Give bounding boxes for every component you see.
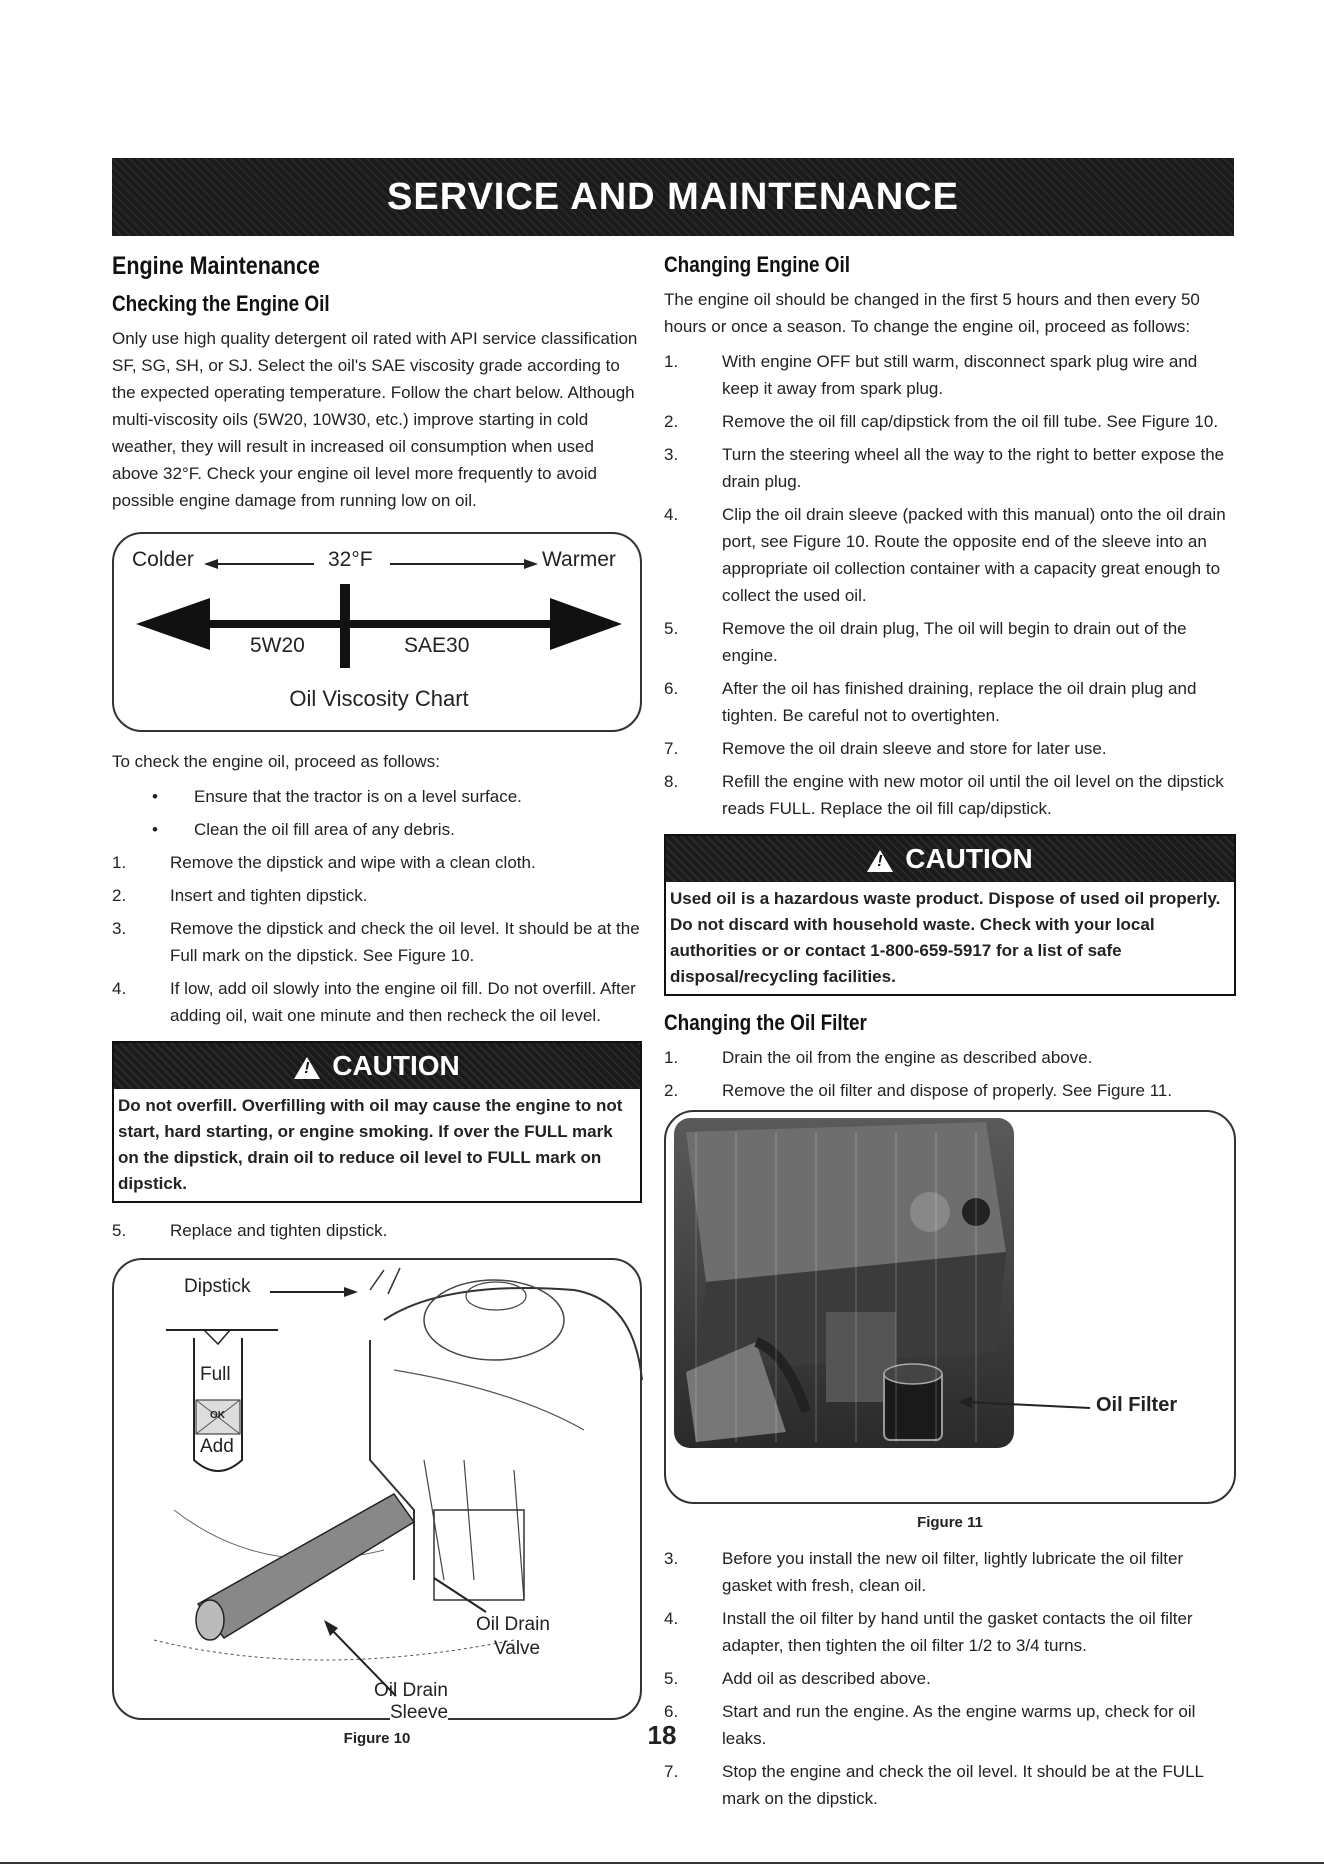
add-mark-label: Add bbox=[200, 1436, 234, 1457]
figure-10-caption: Figure 10 bbox=[343, 1730, 411, 1747]
step-item: 8. Refill the engine with new motor oil until the oil level on the dipstick reads FULL. Replace the oil fill cap/dipstick. bbox=[664, 772, 1224, 818]
filter-steps bbox=[664, 1044, 1236, 1104]
caution-text: Used oil is a hazardous waste product. Dispose of used oil properly. Do not discard with household waste. Check with your local authorities or or contact 1-800-659-5917 for a list of safe disposal/recycling facilities. bbox=[670, 889, 1221, 986]
drain-sleeve-label-1: Oil Drain bbox=[374, 1680, 448, 1701]
dipstick-label: Dipstick bbox=[184, 1276, 251, 1297]
temp-label: 32°F bbox=[328, 548, 373, 571]
step-item: 4. Install the oil filter by hand until the gasket contacts the oil filter adapter, then tighten the oil filter 1/2 to 3/4 turns. bbox=[664, 1609, 1193, 1655]
caution-header: ! CAUTION bbox=[666, 836, 1234, 882]
changing-filter-heading: Changing the Oil Filter bbox=[664, 1010, 867, 1035]
warmer-label: Warmer bbox=[542, 548, 616, 571]
warning-triangle-icon: ! bbox=[294, 1057, 320, 1079]
step-item: 5. Remove the oil drain plug, The oil will begin to drain out of the engine. bbox=[664, 619, 1187, 665]
right-column bbox=[664, 252, 1236, 1818]
overfill-caution-box bbox=[112, 1041, 642, 1203]
page-number: 18 bbox=[647, 1720, 677, 1750]
figure-10 bbox=[112, 1258, 642, 1723]
step-item: 1. Drain the oil from the engine as described above. bbox=[664, 1048, 1093, 1067]
figure-11 bbox=[664, 1110, 1236, 1504]
dipstick-drain-illustration bbox=[114, 1260, 644, 1718]
engine-maintenance-heading: Engine Maintenance bbox=[112, 252, 320, 280]
figure-11-caption: Figure 11 bbox=[917, 1514, 983, 1531]
changing-oil-heading: Changing Engine Oil bbox=[664, 252, 851, 277]
full-mark-label: Full bbox=[200, 1364, 231, 1385]
step-item: 2. Remove the oil filter and dispose of properly. See Figure 11. bbox=[664, 1081, 1173, 1100]
oil-filter-label: Oil Filter bbox=[1096, 1394, 1178, 1416]
used-oil-caution-box bbox=[664, 834, 1236, 996]
step-item: 3. Remove the dipstick and check the oil level. It should be at the Full mark on the dipstick. See Figure 10. bbox=[112, 919, 640, 965]
step-item: 5. Replace and tighten dipstick. bbox=[112, 1221, 388, 1240]
chart-title: Oil Viscosity Chart bbox=[289, 686, 469, 711]
check-oil-steps-cont bbox=[112, 1217, 642, 1244]
step-item: 4. If low, add oil slowly into the engine oil fill. Do not overfill. After adding oil, wait one minute and then recheck the oil level. bbox=[112, 979, 636, 1025]
colder-label: Colder bbox=[132, 548, 194, 571]
step-item: 7. Stop the engine and check the oil level. It should be at the FULL mark on the dipstick. bbox=[664, 1762, 1204, 1808]
grade-5w20: 5W20 bbox=[250, 634, 305, 657]
section-banner bbox=[112, 158, 1234, 236]
changing-oil-steps bbox=[664, 348, 1236, 822]
step-item: 2. Remove the oil fill cap/dipstick from the oil fill tube. See Figure 10. bbox=[664, 412, 1219, 431]
step-item: 3. Turn the steering wheel all the way to the right to better expose the drain plug. bbox=[664, 445, 1225, 491]
step-item: 4. Clip the oil drain sleeve (packed with this manual) onto the oil drain port, see Figure 10. Route the opposite end of the sleeve into an appropriate oil collection container with a capacity great enough to collect the used oil. bbox=[664, 505, 1226, 605]
step-item: 1. With engine OFF but still warm, disconnect spark plug wire and keep it away from spark plug. bbox=[664, 352, 1198, 398]
step-item: 3. Before you install the new oil filter, lightly lubricate the oil filter gasket with fresh, clean oil. bbox=[664, 1549, 1184, 1595]
caution-text: Do not overfill. Overfilling with oil may cause the engine to not start, hard starting, or engine smoking. If over the FULL mark on the dipstick, drain oil to reduce oil level to FULL mark on dipstick. bbox=[118, 1096, 623, 1193]
ok-mark-label: OK bbox=[210, 1410, 225, 1421]
grade-sae30: SAE30 bbox=[404, 634, 470, 657]
check-oil-steps bbox=[112, 849, 642, 1029]
caution-header: ! CAUTION bbox=[114, 1043, 640, 1089]
warning-triangle-icon: ! bbox=[867, 850, 893, 872]
bullet-item: • Clean the oil fill area of any debris. bbox=[152, 820, 455, 839]
oil-viscosity-chart bbox=[112, 532, 642, 732]
step-item: 5. Add oil as described above. bbox=[664, 1669, 931, 1688]
filter-steps-cont bbox=[664, 1545, 1236, 1812]
changing-oil-intro: The engine oil should be changed in the first 5 hours and then every 50 hours or once a season. To change the engine oil, proceed as follows: bbox=[664, 290, 1200, 336]
step-item: 6. After the oil has finished draining, replace the oil drain plug and tighten. Be careful not to overtighten. bbox=[664, 679, 1197, 725]
left-column bbox=[112, 252, 642, 1747]
step-item: 2. Insert and tighten dipstick. bbox=[112, 886, 368, 905]
proceed-text: To check the engine oil, proceed as follows: bbox=[112, 752, 440, 771]
checking-oil-heading: Checking the Engine Oil bbox=[112, 291, 330, 316]
oil-intro-paragraph: Only use high quality detergent oil rated with API service classification SF, SG, SH, or SJ. Select the oil's SAE viscosity grade according to the expected operating temperature. Follow the chart below. Although multi-viscosity oils (5W20, 10W30, etc.) improve starting in cold weather, they will result in increased oil consumption when used above 32°F. Check your engine oil level more frequently to avoid possible engine damage from running low on oil. bbox=[112, 329, 638, 510]
bullet-item: • Ensure that the tractor is on a level surface. bbox=[152, 787, 522, 806]
banner-title: SERVICE AND MAINTENANCE bbox=[387, 175, 959, 218]
drain-valve-label-2: Valve bbox=[494, 1638, 541, 1659]
drain-sleeve-label-2: Sleeve bbox=[390, 1702, 449, 1723]
oil-filter-illustration bbox=[666, 1112, 1238, 1502]
step-item: 6. Start and run the engine. As the engine warms up, check for oil leaks. bbox=[664, 1702, 1196, 1748]
step-item: 1. Remove the dipstick and wipe with a clean cloth. bbox=[112, 853, 536, 872]
drain-valve-label-1: Oil Drain bbox=[476, 1614, 550, 1635]
step-item: 7. Remove the oil drain sleeve and store for later use. bbox=[664, 739, 1107, 758]
page-bottom-rule bbox=[0, 1862, 1324, 1864]
